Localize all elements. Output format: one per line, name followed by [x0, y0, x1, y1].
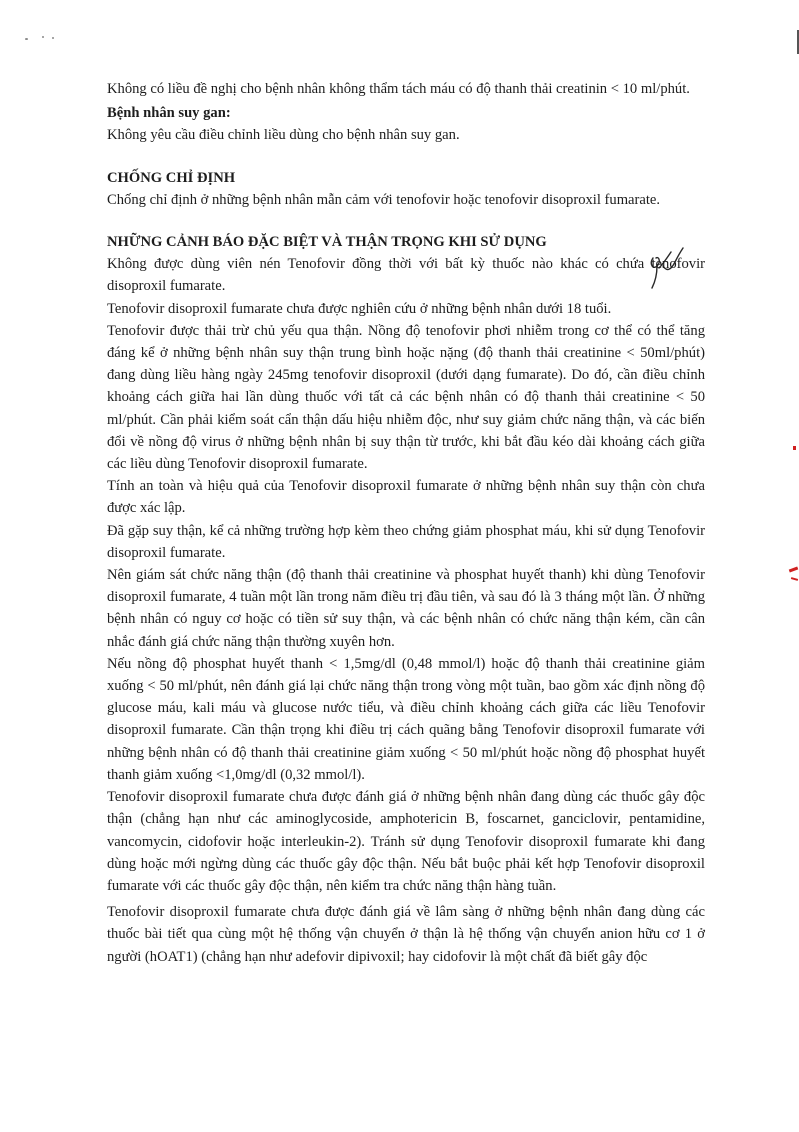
document-body: [107, 78, 705, 968]
warning-paragraph: Không được dùng viên nén Tenofovir đồng thời với bất kỳ thuốc nào khác có chứa tenofovir disoproxil fumarate.: [107, 256, 705, 295]
warning-paragraph: Đã gặp suy thận, kể cả những trường hợp kèm theo chứng giảm phosphat máu, khi sử dụng Tenofovir disoproxil fumarate.: [107, 522, 705, 561]
section-gap: [107, 211, 705, 231]
scan-speck: [52, 37, 54, 39]
warning-paragraph: Tenofovir disoproxil fumarate chưa được đánh giá về lâm sàng ở những bệnh nhân đang dùng các thuốc bài tiết qua cùng một hệ thống vận chuyển ở thận là hệ thống vận chuyển anion hữu cơ 1 ở người (hOAT1) (chẳng hạn như adefovir dipivoxil; hay cidofovir là một chất đã biết gây độc: [107, 904, 705, 965]
hepatic-paragraph: Không yêu cầu điều chỉnh liều dùng cho bệnh nhân suy gan.: [107, 127, 460, 144]
renal-dialysis-paragraph: Không có liều đề nghị cho bệnh nhân không thẩm tách máu có độ thanh thải creatinin < 10 ml/phút.: [107, 81, 690, 97]
scan-speck: [42, 36, 44, 38]
contraindications-heading: CHỐNG CHỈ ĐỊNH: [107, 169, 236, 186]
warning-paragraph: Tenofovir disoproxil fumarate chưa được nghiên cứu ở những bệnh nhân dưới 18 tuổi.: [107, 300, 612, 317]
hepatic-heading: Bệnh nhân suy gan:: [107, 105, 231, 122]
warning-paragraph: Nếu nồng độ phosphat huyết thanh < 1,5mg/dl (0,48 mmol/l) hoặc độ thanh thải creatinine giảm xuống < 50 ml/phút, nên đánh giá lại chức năng thận trong vòng một tuần, bao gồm xác định nồng độ glucose máu, kali máu và glucose nước tiểu, và điều chỉnh khoảng cách giữa các liều Tenofovir disoproxil fumarate. Cần thận trọng khi điều trị cách quãng bằng Tenofovir disoproxil fumarate với những bệnh nhân có độ thanh thải creatinine giảm xuống < 50 ml/phút hoặc nồng độ phosphat huyết thanh giảm xuống <1,0mg/dl (0,32 mmol/l).: [107, 655, 705, 783]
warning-paragraph: Tenofovir disoproxil fumarate chưa được đánh giá ở những bệnh nhân đang dùng các thuốc gây độc thận (chẳng hạn như các aminoglycoside, amphotericin B, foscarnet, ganciclovir, pentamidine, vancomycin, cidofovir hoặc interleukin-2). Tránh sử dụng Tenofovir disoproxil fumarate khi đang dùng hoặc mới ngừng dùng các thuốc gây độc thận. Nếu bắt buộc phải kết hợp Tenofovir disoproxil fumarate với các thuốc gây độc thận, nên kiểm tra chức năng thận hàng tuần.: [107, 789, 705, 894]
scan-speck: [25, 38, 28, 40]
warning-paragraph: Nên giám sát chức năng thận (độ thanh thải creatinine và phosphat huyết thanh) khi dùng Tenofovir disoproxil fumarate, 4 tuần một lần trong năm điều trị đầu tiên, và sau đó là 3 tháng một lần. Ở những bệnh nhân có nguy cơ hoặc có tiền sử suy thận, và các bệnh nhân có chức năng thận kém, cần cân nhắc đánh giá chức năng thận thường xuyên hơn.: [107, 567, 705, 650]
warning-paragraph: Tính an toàn và hiệu quả của Tenofovir disoproxil fumarate ở những bệnh nhân suy thận còn chưa được xác lập.: [107, 478, 705, 517]
stamp-fragment: [793, 446, 796, 450]
section-gap: [107, 147, 705, 167]
warnings-heading: NHỮNG CẢNH BÁO ĐẶC BIỆT VÀ THẬN TRỌNG KHI SỬ DỤNG: [107, 234, 547, 251]
stamp-fragment: [789, 567, 798, 573]
stamp-fragment: [791, 577, 798, 581]
warning-paragraph: Tenofovir được thải trừ chủ yếu qua thận. Nồng độ tenofovir phơi nhiễm trong cơ thể có thể tăng đáng kể ở những bệnh nhân suy thận trung bình hoặc nặng (độ thanh thải creatinine < 50ml/phút) đang dùng liều hàng ngày 245mg tenofovir disoproxil (dưới dạng fumarate). Do đó, cần điều chỉnh khoảng cách giữa hai lần dùng thuốc với tất cả các bệnh nhân có độ thanh thải creatinine < 50 ml/phút. Cần phải kiểm soát cẩn thận dấu hiệu nhiễm độc, như suy giảm chức năng thận, và các biến đổi về nồng độ virus ở những bệnh nhân bị suy thận từ trước, khi bắt đầu kéo dài khoảng cách giữa các liều dùng Tenofovir disoproxil fumarate.: [107, 322, 705, 473]
contraindications-paragraph: Chống chỉ định ở những bệnh nhân mẫn cảm với tenofovir hoặc tenofovir disoproxil fumarate.: [107, 191, 661, 208]
